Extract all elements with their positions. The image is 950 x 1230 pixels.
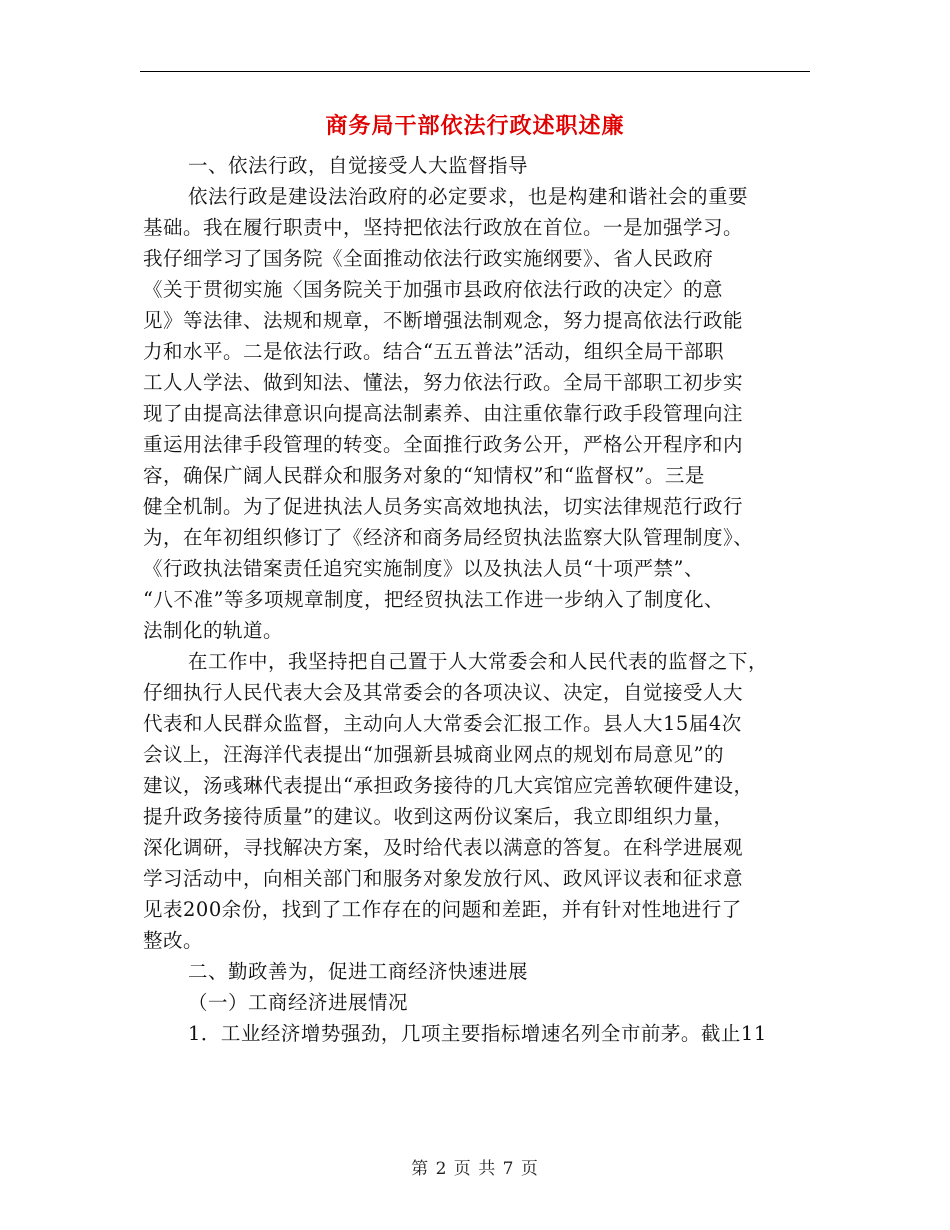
text-line: 《关于贯彻实施〈国务院关于加强市县政府依法行政的决定〉的意 [143, 278, 724, 301]
text-line: 1．工业经济增势强劲，几项主要指标增速名列全市前茅。截止11 [188, 1022, 767, 1045]
text-line: 在工作中，我坚持把自己置于人大常委会和人民代表的监督之下， [188, 650, 769, 673]
header-rule [140, 71, 810, 72]
text-line: 提升政务接待质量”的建议。收到这两份议案后，我立即组织力量， [143, 805, 734, 828]
text-line: 现了由提高法律意识向提高法制素养、由注重依靠行政手段管理向注 [143, 402, 744, 425]
text-line: 健全机制。为了促进执法人员务实高效地执法，切实法律规范行政行 [143, 495, 744, 518]
text-line: 建议，汤彧琳代表提出“承担政务接待的几大宾馆应完善软硬件建设， [143, 774, 754, 797]
text-line: 法制化的轨道。 [143, 619, 284, 642]
text-line: 力和水平。二是依法行政。结合“五五普法”活动，组织全局干部职 [143, 340, 724, 363]
document-title: 商务局干部依法行政述职述廉 [325, 113, 625, 139]
text-line: 会议上，汪海洋代表提出“加强新县城商业网点的规划布局意见”的 [143, 743, 724, 766]
text-line: 依法行政是建设法治政府的必定要求，也是构建和谐社会的重要 [188, 185, 749, 208]
text-line: 见》等法律、法规和规章，不断增强法制观念，努力提高依法行政能 [143, 309, 744, 332]
text-line: 重运用法律手段管理的转变。全面推行政务公开，严格公开程序和内 [143, 433, 744, 456]
text-line: “八不准”等多项规章制度，把经贸执法工作进一步纳入了制度化、 [143, 588, 724, 611]
text-line: 代表和人民群众监督，主动向人大常委会汇报工作。县人大15届4次 [143, 712, 742, 735]
text-line: 二、勤政善为，促进工商经济快速进展 [188, 960, 529, 983]
document-body [143, 150, 811, 1049]
text-line: 基础。我在履行职责中，坚持把依法行政放在首位。一是加强学习。 [143, 216, 744, 239]
text-line: 工人人学法、做到知法、懂法，努力依法行政。全局干部职工初步实 [143, 371, 744, 394]
text-line: 我仔细学习了国务院《全面推动依法行政实施纲要》、省人民政府 [143, 247, 714, 270]
text-line: 见表200余份，找到了工作存在的问题和差距，并有针对性地进行了 [143, 898, 742, 921]
text-line: 深化调研，寻找解决方案，及时给代表以满意的答复。在科学进展观 [143, 836, 744, 859]
text-line: 《行政执法错案责任追究实施制度》以及执法人员“十项严禁”、 [143, 557, 704, 580]
text-line: 整改。 [143, 929, 204, 952]
text-line: 容，确保广阔人民群众和服务对象的“知情权”和“监督权”。三是 [143, 464, 705, 487]
text-line: 学习活动中，向相关部门和服务对象发放行风、政风评议表和征求意 [143, 867, 744, 890]
text-line: （一）工商经济进展情况 [188, 991, 409, 1014]
text-line: 一、依法行政，自觉接受人大监督指导 [188, 154, 529, 177]
text-line: 仔细执行人民代表大会及其常委会的各项决议、决定，自觉接受人大 [143, 681, 744, 704]
text-line: 为，在年初组织修订了《经济和商务局经贸执法监察大队管理制度》、 [143, 526, 754, 549]
page-footer: 第 2 页 共 7 页 [411, 1159, 539, 1179]
